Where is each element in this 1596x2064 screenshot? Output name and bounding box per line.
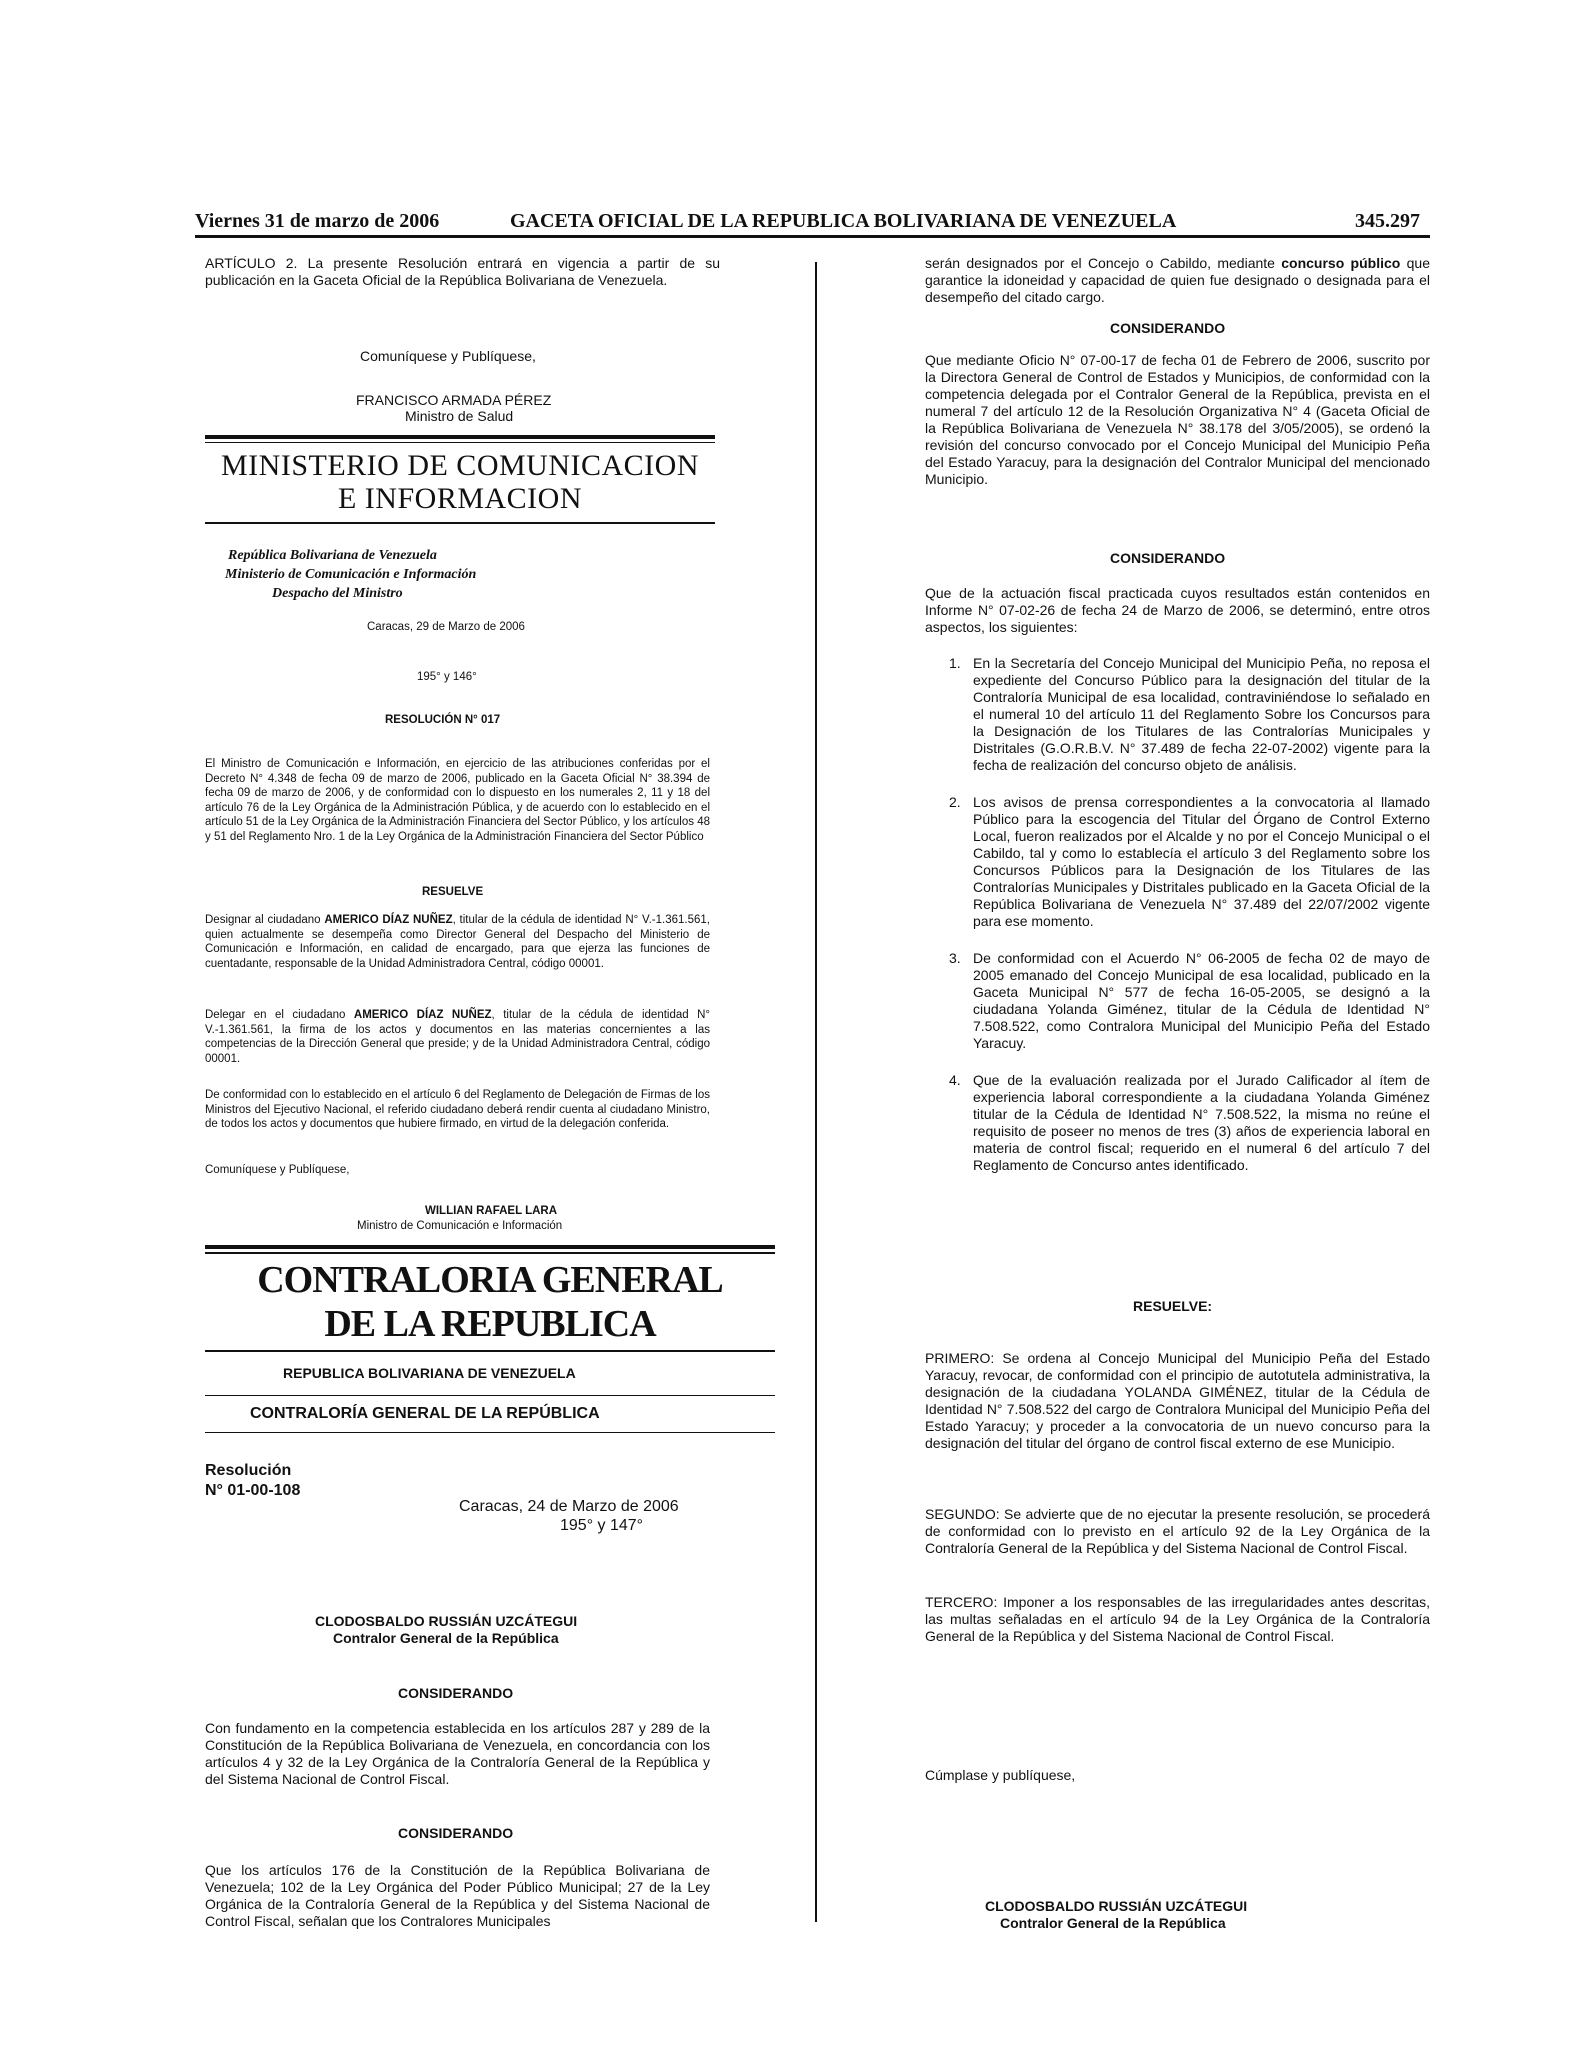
finding-item-2: 2. Los avisos de prensa correspondientes a la convocatoria al llamado Público para la escogencia del Titular del Órgano de Control Externo Local, fueron realizados por el Alcalde y no por el Concejo Municipal o el Cabildo, tal y como lo establecía el artículo 3 del Reglamento sobre los Concursos Públicos para la Designación de los Titulares de las Contralorías Municipales y Distritales publicado en la Gaceta Oficial de la República Bolivariana de Venezuela N° 37.489 del 22/07/2002 vigente para ese momento. (949, 794, 1430, 929)
years-1: 195° y 146° (417, 671, 477, 683)
considerando-4: CONSIDERANDO (1110, 550, 1226, 566)
continuation-paragraph (925, 255, 1430, 306)
letterhead-line-2: Ministerio de Comunicación e Información (225, 567, 477, 582)
ministry-title-line-1: MINISTERIO DE COMUNICACION (221, 449, 699, 482)
ministry-bottom-rule (205, 522, 715, 524)
primero-paragraph: PRIMERO: Se ordena al Concejo Municipal del Municipio Peña del Estado Yaracuy, revocar, de conformidad con el principio de autotutela administrativa, la designación de la ciudadana YOLANDA GIMÉNEZ, titular de la Cédula de Identidad N° 7.508.522 del cargo de Contralora Municipal del Municipio Peña del Estado Yaracuy; y proceder a la convocatoria de un nuevo concurso para la designación del titular del órgano de control fiscal externo de ese Municipio. (925, 1350, 1430, 1451)
delegar-name: AMERICO DÍAZ NUÑEZ (353, 1009, 492, 1021)
signer-1-name: FRANCISCO ARMADA PÉREZ (356, 392, 552, 408)
page-number: 345.297 (1355, 210, 1420, 232)
considerando-1: CONSIDERANDO (398, 1685, 514, 1701)
cg-title-line-2: DE LA REPUBLICA (324, 1303, 656, 1345)
continuation-bold: concurso público (1281, 255, 1401, 271)
conformidad-paragraph: De conformidad con lo establecido en el artículo 6 del Reglamento de Delegación de Firmas de los Ministros del Ejecutivo Nacional, el referido ciudadano deberá rendir cuenta al ciudadano Ministro, de todos los actos y documentos que hubiere firmado, en virtud de la delegación conferida. (205, 1089, 710, 1130)
cumplase: Cúmplase y publíquese, (925, 1767, 1076, 1783)
delegar-paragraph (205, 1008, 710, 1066)
cg-top-rule (205, 1245, 775, 1249)
delegar-text-b: , titular de la cédula de identidad N° V.-1.361.561, la firma de los actos y documentos en las materias concernientes a las competencias de la Dirección General que preside; y de la Unidad Administradora Central, código 00001. (205, 1009, 711, 1065)
letterhead-line-3: Despacho del Ministro (272, 586, 403, 601)
comuniquese-1: Comuníquese y Publíquese, (360, 348, 536, 364)
resolution-number: N° 01-00-108 (205, 1482, 301, 1499)
considerando-3: CONSIDERANDO (1110, 320, 1226, 336)
tercero-paragraph: TERCERO: Imponer a los responsables de las irregularidades antes descritas, las multas señaladas en el artículo 94 de la Ley Orgánica de la Contraloría General de la República y del Sistema Nacional de Control Fiscal. (925, 1594, 1430, 1644)
right-signer-name: CLODOSBALDO RUSSIÁN UZCÁTEGUI (985, 1898, 1248, 1914)
finding-item-3: 3. De conformidad con el Acuerdo N° 06-2005 de fecha 02 de mayo de 2005 emanado del Concejo Municipal de esa localidad, publicado en la Gaceta Municipal N° 577 de fecha 16-05-2005, se designó a la ciudadana Yolanda Giménez, titular de la Cédula de Identidad N° 7.508.522, como Contralora Municipal del Municipio Peña del Estado Yaracuy. (949, 950, 1430, 1051)
contralor-title: Contralor General de la República (333, 1630, 559, 1646)
signer-2-name: WILLIAN RAFAEL LARA (425, 1205, 558, 1217)
designar-text-b: , titular de la cédula de identidad N° V.-1.361.561, quien actualmente se desempeña como Director General del Despacho del Ministerio de Comunicación e Información, en calidad de encargado, para que ejerza las funciones de cuentadante, responsable de la Unidad Administradora Central, código 00001. (205, 914, 710, 970)
resuelve-2: RESUELVE: (1133, 1298, 1213, 1314)
header-date: Viernes 31 de marzo de 2006 (195, 210, 440, 232)
considerando-2: CONSIDERANDO (398, 1825, 514, 1841)
continuation-text-a: serán designados por el Concejo o Cabildo, mediante (925, 255, 1282, 271)
header-title: GACETA OFICIAL DE LA REPUBLICA BOLIVARIANA DE VENEZUELA (510, 210, 1177, 232)
signer-1-role: Ministro de Salud (405, 408, 514, 424)
article-2: ARTÍCULO 2. La presente Resolución entrará en vigencia a partir de su publicación en la Gaceta Oficial de la República Bolivariana de Venezuela. (205, 255, 720, 288)
ministry-top-rule-thin (205, 442, 715, 443)
cg-years: 195° y 147° (560, 1517, 644, 1534)
comuniquese-2: Comuníquese y Publíquese, (205, 1164, 350, 1176)
cg-top-rule-2 (205, 1252, 775, 1254)
ministry-title-line-2: E INFORMACION (337, 482, 582, 515)
letterhead-line-1: República Bolivariana de Venezuela (228, 548, 437, 563)
cgr-rule (205, 1432, 775, 1433)
considerando-2-text: Que los artículos 176 de la Constitución de la República Bolivariana de Venezuela; 102 de la Ley Orgánica del Poder Público Municipal; 27 de la Ley Orgánica de la Contraloría General de la República y del Sistema Nacional de Control Fiscal, señalan que los Contralores Municipales (205, 1862, 710, 1929)
considerando-1-text: Con fundamento en la competencia establecida en los artículos 287 y 289 de la Constitución de la República Bolivariana de Venezuela, en concordancia con los artículos 4 y 32 de la Ley Orgánica de la Contraloría General de la República y del Sistema Nacional de Control Fiscal. (205, 1720, 710, 1787)
contralor-name: CLODOSBALDO RUSSIÁN UZCÁTEGUI (315, 1613, 578, 1629)
resuelve-1: RESUELVE (422, 886, 484, 898)
place-date-1: Caracas, 29 de Marzo de 2006 (367, 621, 525, 633)
designar-name: AMERICO DÍAZ NUÑEZ (324, 914, 453, 926)
resolution-017: RESOLUCIÓN N° 017 (385, 714, 501, 726)
signer-2-role: Ministro de Comunicación e Información (357, 1220, 563, 1232)
cg-place-date: Caracas, 24 de Marzo de 2006 (459, 1498, 679, 1515)
resolution-label: Resolución (205, 1462, 292, 1479)
preamble: El Ministro de Comunicación e Información, en ejercicio de las atribuciones conferidas por el Decreto N° 4.348 de fecha 09 de marzo de 2006, publicado en la Gaceta Oficial N° 38.394 de fecha 09 de marzo de 2006, y de conformidad con lo dispuesto en los numerales 2, 11 y 18 del artículo 76 de la Ley Orgánica de la Administración Pública, y de acuerdo con lo establecido en el artículo 51 de la Ley Orgánica de la Administración Financiera del Sector Público, y los artículos 48 y 51 del Reglamento Nro. 1 de la Ley Orgánica de la Administración Financiera del Sector Público (205, 758, 710, 843)
considerando-3-text: Que mediante Oficio N° 07-00-17 de fecha 01 de Febrero de 2006, suscrito por la Directora General de Control de Estados y Municipios, de conformidad con la competencia delegada por el Contralor General de la República, prevista en el numeral 7 del artículo 12 de la Resolución Organizativa N° 4 (Gaceta Oficial de la República Bolivariana de Venezuela N° 38.178 del 3/05/2005), se ordenó la revisión del concurso convocado por el Concejo Municipal del Municipio Peña del Estado Yaracuy, para la designación del Contralor Municipal del mencionado Municipio. (925, 352, 1430, 487)
segundo-paragraph: SEGUNDO: Se advierte que de no ejecutar la presente resolución, se procederá de conformidad con lo previsto en el artículo 92 de la Ley Orgánica de la Contraloría General de la República y del Sistema Nacional de Control Fiscal. (925, 1506, 1430, 1556)
delegar-text-a: Delegar en el ciudadano (205, 1009, 354, 1021)
designar-paragraph (205, 913, 710, 971)
rbv-heading: REPUBLICA BOLIVARIANA DE VENEZUELA (283, 1365, 576, 1381)
header-rule (195, 235, 1430, 238)
column-divider (815, 262, 817, 1922)
right-signer-title: Contralor General de la República (1000, 1915, 1226, 1931)
designar-text-a: Designar al ciudadano (205, 914, 325, 926)
considerando-4-text: Que de la actuación fiscal practicada cuyos resultados están contenidos en Informe N° 07-02-26 de fecha 24 de Marzo de 2006, se determinó, entre otros aspectos, los siguientes: (925, 585, 1430, 635)
cg-title-line-1: CONTRALORIA GENERAL (257, 1259, 723, 1301)
findings-list (925, 655, 1430, 1194)
rbv-rule (205, 1395, 775, 1396)
cgr-heading: CONTRALORÍA GENERAL DE LA REPÚBLICA (250, 1405, 600, 1422)
cg-bottom-rule (205, 1350, 775, 1352)
continuation-text-b: que garantice la idoneidad y capacidad de quien fue designado o designada para el desempeño del citado cargo. (925, 255, 1430, 305)
finding-item-4: 4. Que de la evaluación realizada por el Jurado Calificador al ítem de experiencia laboral correspondiente a la ciudadana Yolanda Giménez titular de la Cédula de Identidad N° 7.508.522, la misma no reúne el requisito de poseer no menos de tres (3) años de experiencia laboral en materia de control fiscal; requerido en el numeral 6 del artículo 7 del Reglamento de Concurso antes identificado. (949, 1072, 1430, 1173)
ministry-top-rule (205, 435, 715, 439)
finding-item-1: 1. En la Secretaría del Concejo Municipal del Municipio Peña, no reposa el expediente del Concurso Público para la designación del titular de la Contraloría Municipal de esa localidad, contraviniéndose lo señalado en el numeral 10 del artículo 11 del Reglamento Sobre los Concursos para la Designación de los Titulares de las Contralorías Municipales y Distritales (G.O.R.B.V. N° 37.489 de fecha 22-07-2002) vigente para la fecha de realización del concurso objeto de análisis. (949, 655, 1430, 773)
